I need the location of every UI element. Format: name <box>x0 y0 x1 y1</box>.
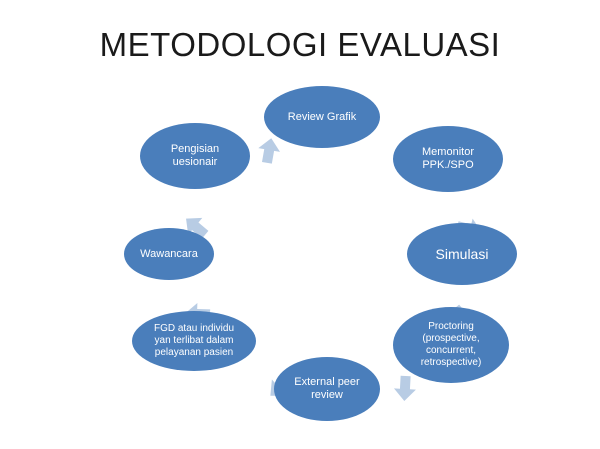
node-label: Wawancara <box>140 247 198 260</box>
node-label: Simulasi <box>435 245 489 262</box>
node-label: Pengisian uesionair <box>170 143 220 168</box>
node-label: External peer review <box>294 376 360 401</box>
node-proctoring[interactable] <box>393 307 509 383</box>
node-wawancara[interactable] <box>124 228 214 280</box>
node-label: Memonitor PPK./SPO <box>422 146 474 171</box>
node-external-peer-review[interactable] <box>274 357 380 421</box>
node-simulasi[interactable] <box>407 223 517 285</box>
node-label: Review Grafik <box>287 110 357 123</box>
node-pengisian-uesionair[interactable] <box>140 123 250 189</box>
node-label: Proctoring (prospective, concurrent, retrospective) <box>420 321 482 368</box>
node-memonitor-ppk-spo[interactable] <box>393 126 503 192</box>
node-fgd-atau-individu[interactable] <box>132 311 256 371</box>
node-label: FGD atau individu yan terlibat dalam pelayanan pasien <box>153 323 235 358</box>
page-title: METODOLOGI EVALUASI <box>99 26 501 63</box>
node-review-grafik[interactable] <box>264 86 380 148</box>
